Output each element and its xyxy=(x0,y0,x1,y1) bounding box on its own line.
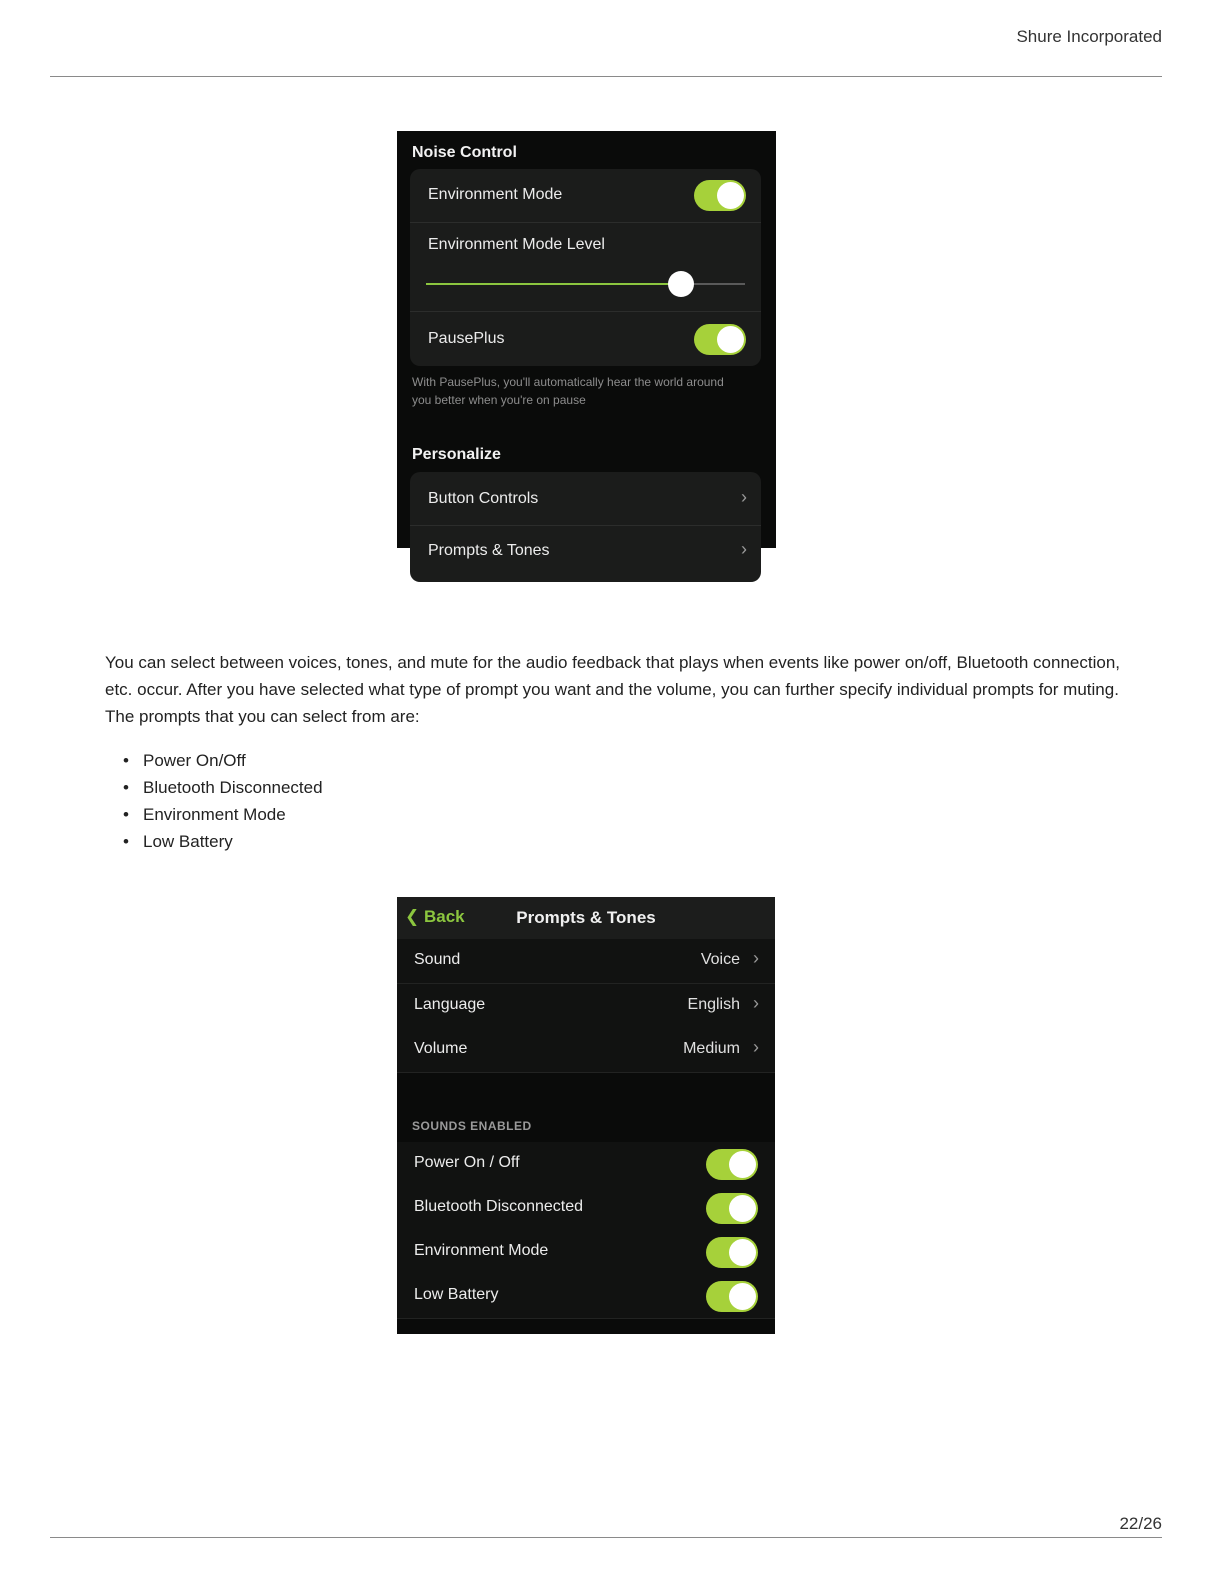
pauseplus-label: PausePlus xyxy=(428,330,505,347)
body-paragraph: You can select between voices, tones, and mute for the audio feedback that plays when events like power on/off, Bluetooth connection, etc. occur. After you have selected what type of prompt you want and the volume, you can further specify individual prompts for muting. The prompts that you can select from are: xyxy=(105,653,1120,726)
noise-control-group xyxy=(410,169,761,366)
chevron-right-icon: › xyxy=(741,487,747,507)
power-toggle[interactable] xyxy=(706,1149,758,1180)
list-item: • Environment Mode xyxy=(105,801,323,828)
battery-toggle[interactable] xyxy=(706,1281,758,1312)
setting-row-sound[interactable]: Sound Voice › xyxy=(397,939,775,984)
pauseplus-toggle[interactable] xyxy=(694,324,746,355)
page-number: 22/26 xyxy=(1119,1514,1162,1533)
personalize-group xyxy=(410,472,761,582)
chevron-right-icon: › xyxy=(741,539,747,559)
sounds-enabled-header: SOUNDS ENABLED xyxy=(412,1119,532,1133)
noise-control-screenshot xyxy=(397,131,776,559)
button-controls-label[interactable]: Button Controls xyxy=(428,490,539,507)
chevron-right-icon: › xyxy=(753,948,759,968)
personalize-title: Personalize xyxy=(412,446,501,463)
chevron-right-icon: › xyxy=(753,993,759,1013)
pauseplus-note: With PausePlus, you'll automatically hear the world around you better when you're on pause xyxy=(412,375,724,407)
prompt-list xyxy=(105,747,323,855)
toggle-row-environment: Environment Mode xyxy=(397,1230,775,1275)
environment-mode-label: Environment Mode xyxy=(428,186,563,203)
toggle-row-bluetooth: Bluetooth Disconnected xyxy=(397,1186,775,1231)
prompts-tones-screenshot xyxy=(397,897,775,1334)
bluetooth-toggle[interactable] xyxy=(706,1193,758,1224)
footer-rule xyxy=(50,1537,1162,1538)
list-item: • Power On/Off xyxy=(105,747,323,774)
setting-row-language[interactable]: Language English › xyxy=(397,984,775,1029)
toggle-row-power: Power On / Off xyxy=(397,1142,775,1187)
chevron-right-icon: › xyxy=(753,1037,759,1057)
header-company: Shure Incorporated xyxy=(1016,27,1162,46)
nav-bar xyxy=(397,897,775,939)
environment-toggle[interactable] xyxy=(706,1237,758,1268)
chevron-left-icon: ❮ xyxy=(405,907,420,926)
level-slider-fill xyxy=(426,283,681,285)
back-button[interactable]: ❮ Back xyxy=(405,907,465,926)
setting-row-volume[interactable]: Volume Medium › xyxy=(397,1028,775,1073)
environment-mode-toggle[interactable] xyxy=(694,180,746,211)
list-item: • Bluetooth Disconnected xyxy=(105,774,323,801)
next-item-label[interactable]: Prompts & Tones xyxy=(428,542,550,559)
nav-title: Prompts & Tones xyxy=(516,908,656,927)
environment-level-label: Environment Mode Level xyxy=(428,236,605,253)
level-slider-thumb[interactable] xyxy=(668,271,694,297)
toggle-row-battery: Low Battery xyxy=(397,1274,775,1319)
list-item: • Low Battery xyxy=(105,828,323,855)
noise-control-title: Noise Control xyxy=(412,144,517,161)
header-rule xyxy=(50,76,1162,77)
